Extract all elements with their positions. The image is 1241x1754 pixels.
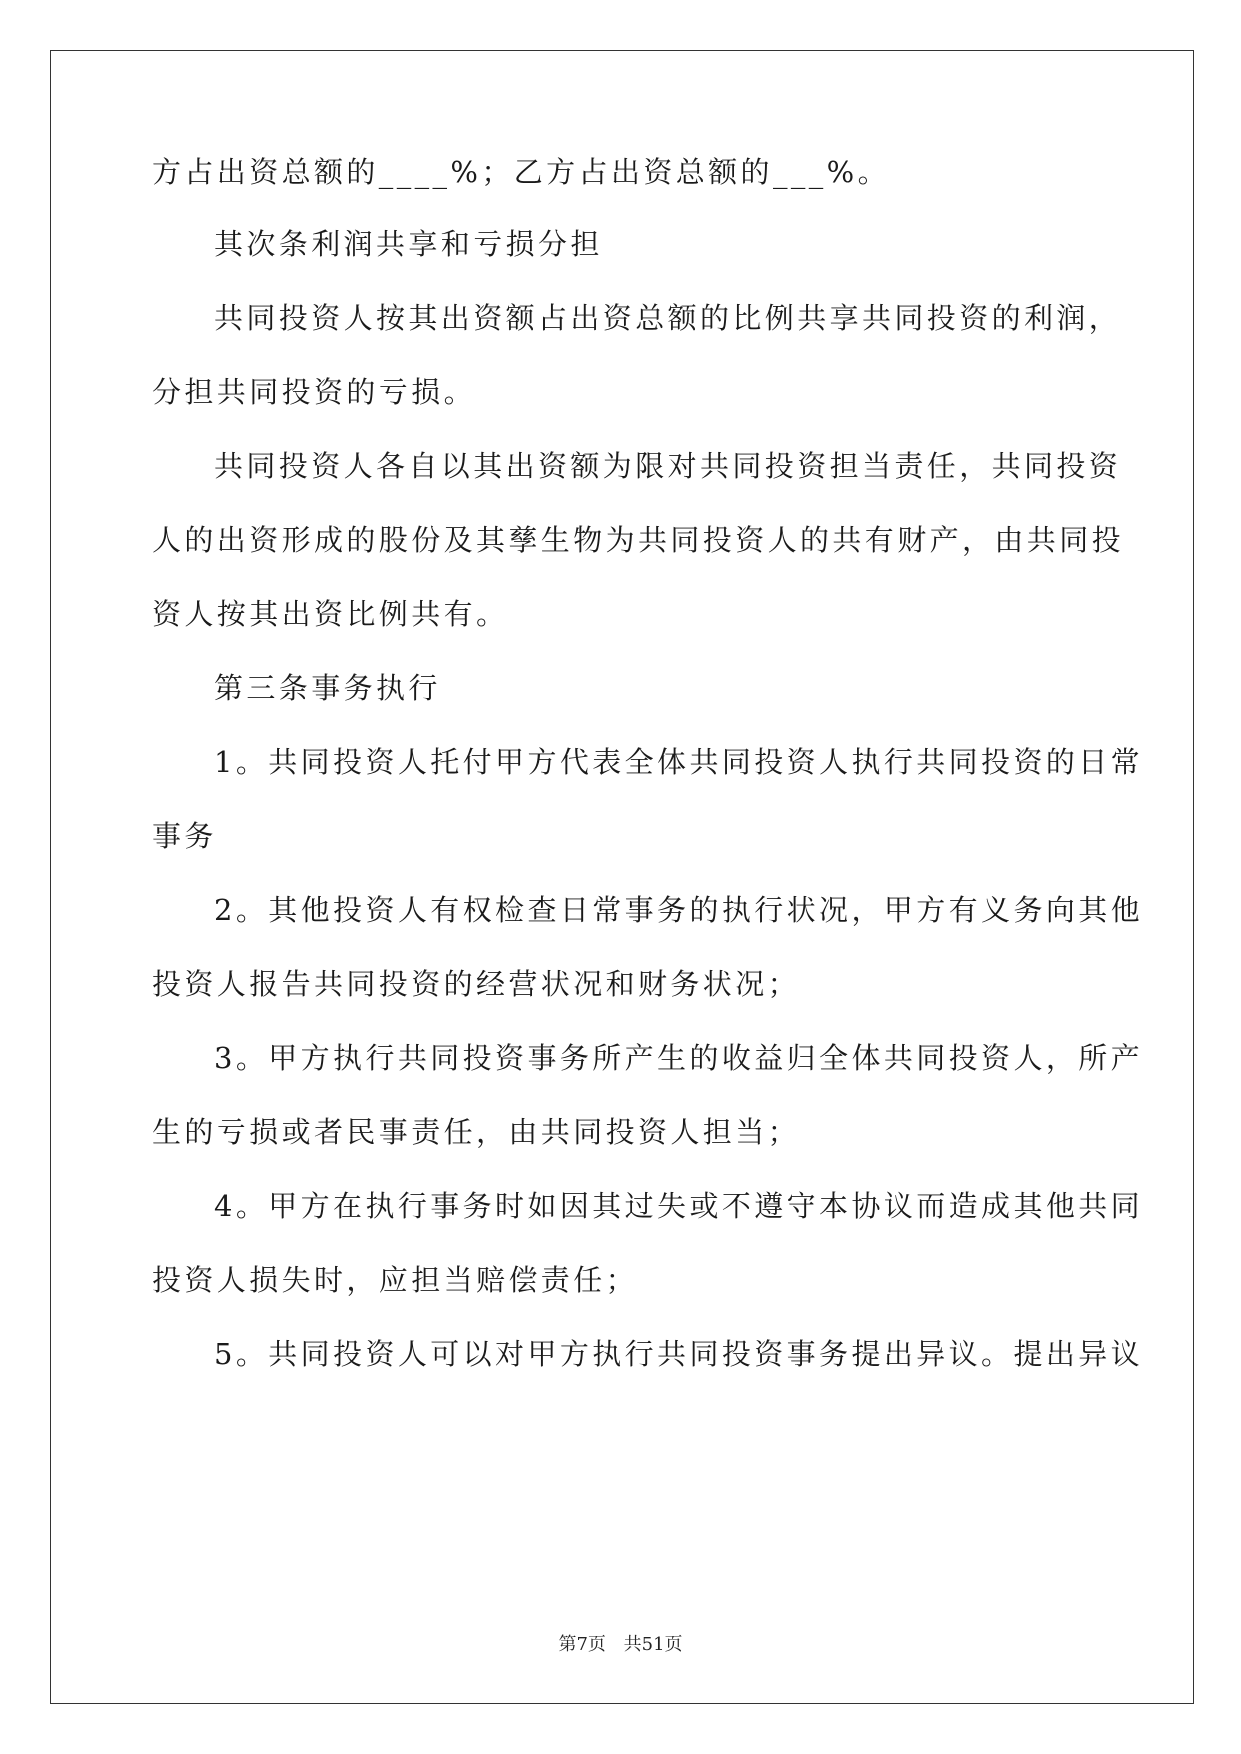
text-line: 4。甲方在执行事务时如因其过失或不遵守本协议而造成其他共同: [214, 1189, 1144, 1223]
section-heading: 第三条事务执行: [214, 671, 441, 705]
total-pages-label: 共51页: [623, 1634, 683, 1655]
text-line: 人的出资形成的股份及其孳生物为共同投资人的共有财产，由共同投: [152, 523, 1125, 557]
section-heading: 其次条利润共享和亏损分担: [214, 227, 603, 261]
text-line: 1。共同投资人托付甲方代表全体共同投资人执行共同投资的日常: [214, 745, 1144, 779]
text-line: 资人按其出资比例共有。: [152, 597, 509, 631]
page-footer: [0, 1630, 1241, 1656]
text-line: 方占出资总额的____%；乙方占出资总额的___%。: [152, 155, 891, 189]
current-page-label: 第7页: [558, 1634, 606, 1655]
text-line: 共同投资人各自以其出资额为限对共同投资担当责任，共同投资: [214, 449, 1122, 483]
text-line: 投资人报告共同投资的经营状况和财务状况；: [152, 967, 801, 1001]
text-line: 投资人损失时，应担当赔偿责任；: [152, 1263, 639, 1297]
text-line: 5。共同投资人可以对甲方执行共同投资事务提出异议。提出异议: [214, 1337, 1144, 1371]
text-line: 2。其他投资人有权检查日常事务的执行状况，甲方有义务向其他: [214, 893, 1144, 927]
text-line: 事务: [152, 819, 217, 853]
text-line: 共同投资人按其出资额占出资总额的比例共享共同投资的利润，: [214, 301, 1122, 335]
text-line: 3。甲方执行共同投资事务所产生的收益归全体共同投资人，所产: [214, 1041, 1144, 1075]
text-line: 生的亏损或者民事责任，由共同投资人担当；: [152, 1115, 801, 1149]
text-line: 分担共同投资的亏损。: [152, 375, 477, 409]
